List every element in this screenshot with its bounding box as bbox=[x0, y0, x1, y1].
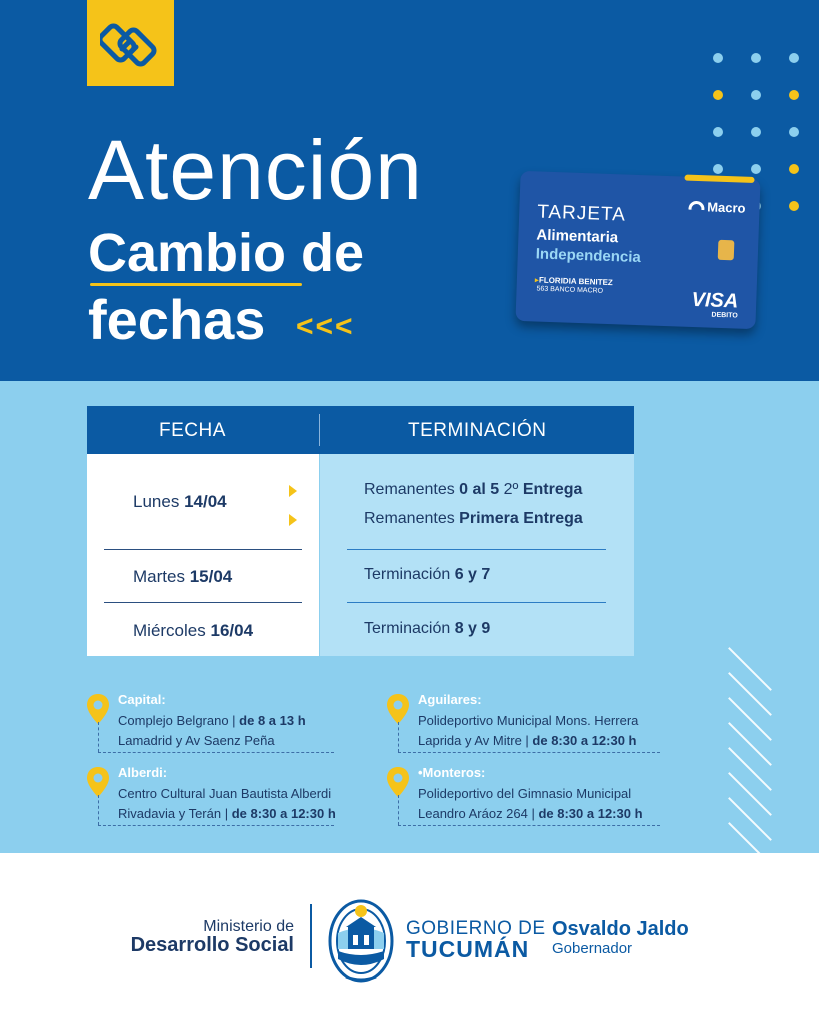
decor-line bbox=[728, 822, 772, 853]
ministry-line2: Desarrollo Social bbox=[130, 934, 294, 956]
macro-logo-icon bbox=[688, 201, 704, 211]
decor-line bbox=[728, 722, 772, 766]
decor-line bbox=[728, 672, 772, 716]
title-fechas: fechas bbox=[88, 288, 266, 351]
card-line3: Independencia bbox=[535, 245, 642, 267]
arrow-icon bbox=[289, 514, 297, 526]
location-address: Lamadrid y Av Saenz Peña bbox=[118, 733, 275, 748]
chevrons-icon: <<< bbox=[296, 310, 355, 343]
handshake-icon bbox=[100, 17, 162, 69]
location-dashed-line bbox=[98, 825, 334, 826]
card-stripe bbox=[684, 175, 754, 183]
location-dashed-line bbox=[398, 795, 399, 825]
location-dashed-line bbox=[98, 722, 99, 752]
title-cambio: Cambio de bbox=[88, 223, 365, 283]
location-title: Alberdi: bbox=[118, 765, 168, 780]
location-dashed-line bbox=[398, 722, 399, 752]
decor-line bbox=[728, 747, 772, 791]
decor-dot bbox=[789, 53, 799, 63]
decor-line bbox=[728, 797, 772, 841]
ministry-line1: Ministerio de bbox=[203, 918, 294, 935]
governor-name: Osvaldo Jaldo bbox=[552, 918, 689, 940]
decor-dot bbox=[789, 164, 799, 174]
row-divider bbox=[347, 602, 606, 603]
location-pin-icon bbox=[387, 694, 409, 724]
location-address: Complejo Belgrano | de 8 a 13 h bbox=[118, 713, 306, 728]
table-row-termination: Remanentes Primera Entrega bbox=[364, 510, 583, 527]
card-brand-label: Macro bbox=[706, 199, 746, 216]
header-fecha: FECHA bbox=[159, 420, 226, 441]
visa-logo: VISA bbox=[691, 288, 739, 313]
location-address: Polideportivo Municipal Mons. Herrera bbox=[418, 713, 639, 728]
location-pin-icon bbox=[87, 767, 109, 797]
chip-icon bbox=[718, 240, 735, 261]
tucuman-coat-of-arms-icon bbox=[326, 893, 396, 985]
decor-dot bbox=[789, 127, 799, 137]
decor-dot bbox=[713, 127, 723, 137]
row-divider bbox=[347, 549, 606, 550]
location-pin-icon bbox=[387, 767, 409, 797]
header-divider bbox=[319, 414, 320, 446]
card-type: DEBITO bbox=[711, 311, 738, 320]
logo-box bbox=[87, 0, 174, 86]
location-title: Capital: bbox=[118, 692, 166, 707]
card-bank: 563 BANCO MACRO bbox=[536, 285, 604, 295]
decor-dot bbox=[789, 90, 799, 100]
decor-dot bbox=[751, 127, 761, 137]
row-divider bbox=[104, 602, 302, 603]
decor-line bbox=[728, 697, 772, 741]
table-header bbox=[87, 406, 634, 454]
location-address: Centro Cultural Juan Bautista Alberdi bbox=[118, 786, 332, 801]
location-address: Polideportivo del Gimnasio Municipal bbox=[418, 786, 632, 801]
header-terminacion: TERMINACIÓN bbox=[408, 420, 547, 441]
location-dashed-line bbox=[398, 752, 660, 753]
table-row-date: Lunes 14/04 bbox=[133, 492, 227, 511]
decor-dot bbox=[713, 53, 723, 63]
card-brand bbox=[688, 199, 746, 216]
card-line2: Alimentaria bbox=[536, 226, 619, 247]
title-underline bbox=[90, 283, 302, 286]
table-row-termination: Terminación 8 y 9 bbox=[364, 620, 491, 637]
decor-dot bbox=[713, 164, 723, 174]
decor-dot bbox=[713, 90, 723, 100]
table-row-date: Miércoles 16/04 bbox=[133, 621, 254, 640]
title-attention: Atención bbox=[88, 123, 423, 217]
location-address: Laprida y Av Mitre | de 8:30 a 12:30 h bbox=[418, 733, 637, 748]
location-title: •Monteros: bbox=[418, 765, 486, 780]
row-divider bbox=[104, 549, 302, 550]
card-line1: TARJETA bbox=[536, 201, 627, 226]
card-holder: ▸FLORIDIA BENITEZ bbox=[534, 275, 613, 288]
arrow-icon bbox=[289, 485, 297, 497]
food-card bbox=[515, 171, 760, 329]
governor-role: Gobernador bbox=[552, 940, 633, 957]
location-pin-icon bbox=[87, 694, 109, 724]
decor-dot bbox=[789, 201, 799, 211]
location-dashed-line bbox=[98, 795, 99, 825]
location-title: Aguilares: bbox=[418, 692, 482, 707]
decor-dot bbox=[751, 53, 761, 63]
footer-divider bbox=[310, 904, 312, 968]
decor-dot bbox=[751, 90, 761, 100]
table-row-date: Martes 15/04 bbox=[133, 567, 233, 586]
location-address: Rivadavia y Terán | de 8:30 a 12:30 h bbox=[118, 806, 336, 821]
table-row-termination: Terminación 6 y 7 bbox=[364, 566, 491, 583]
decor-line bbox=[728, 772, 772, 816]
location-dashed-line bbox=[398, 825, 660, 826]
decor-dot bbox=[751, 164, 761, 174]
header-section bbox=[0, 0, 819, 381]
location-address: Leandro Aráoz 264 | de 8:30 a 12:30 h bbox=[418, 806, 643, 821]
decor-line bbox=[728, 647, 772, 691]
table-row-termination: Remanentes 0 al 5 2º Entrega bbox=[364, 481, 583, 498]
location-dashed-line bbox=[98, 752, 334, 753]
government-line1: GOBIERNO DE bbox=[406, 918, 546, 939]
government-line2: TUCUMÁN bbox=[406, 936, 530, 962]
card-holder-text: FLORIDIA BENITEZ bbox=[538, 275, 613, 288]
